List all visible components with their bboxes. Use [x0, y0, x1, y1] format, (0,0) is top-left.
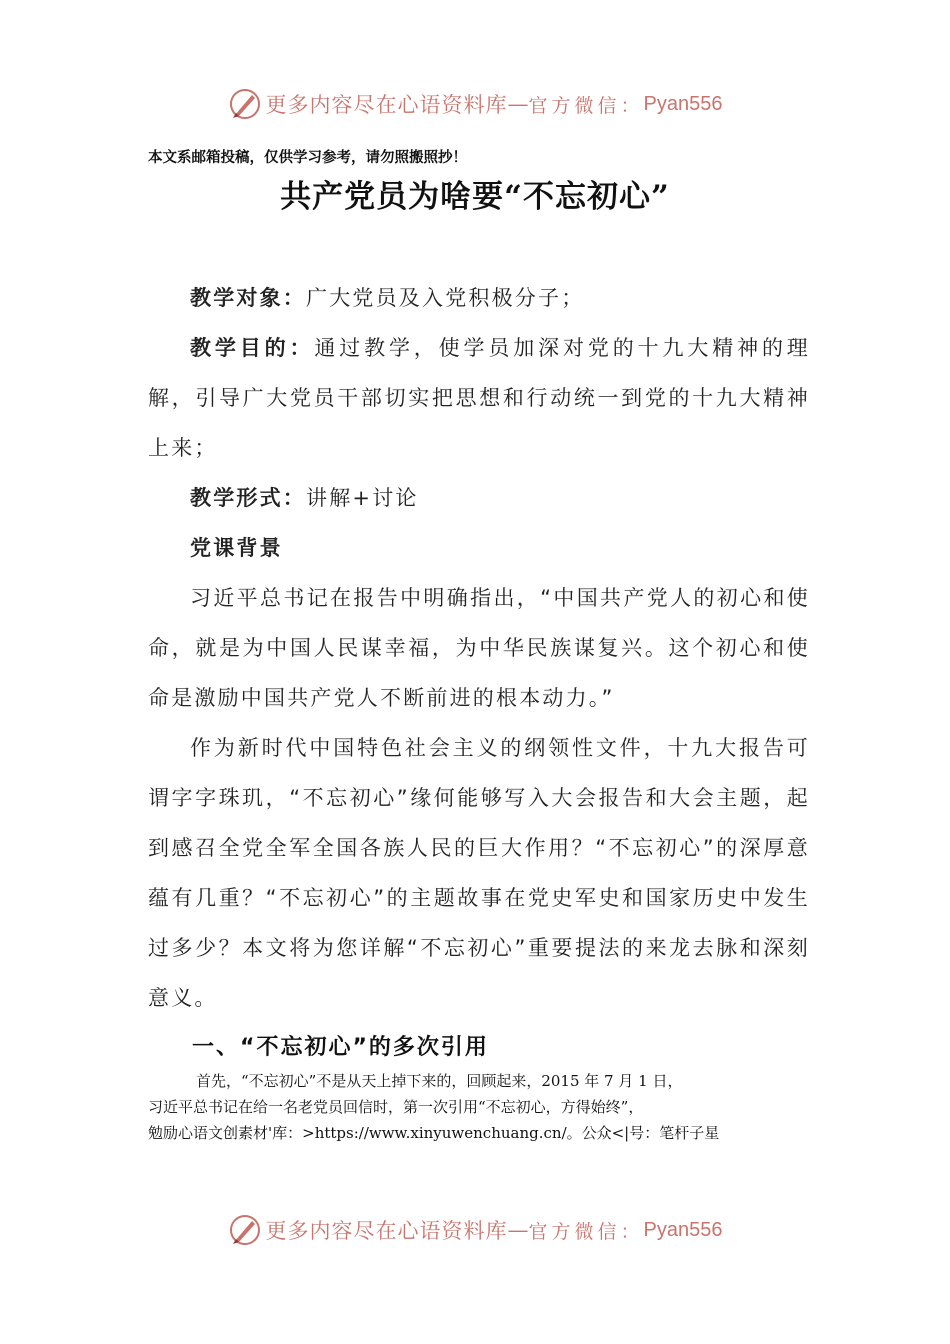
document-body [148, 273, 810, 1073]
document-title: 共产党员为啥要“不忘初心” [280, 179, 670, 215]
teaching-target-label: 教学对象： [190, 286, 306, 310]
teaching-target [148, 273, 810, 323]
footer-wechat-label: 官方微信： [528, 1220, 644, 1243]
teaching-format-text: 讲解+讨论 [306, 486, 419, 510]
small-paragraph [148, 1068, 810, 1146]
teaching-purpose-label: 教学目的： [190, 336, 315, 360]
small-paragraph-line-1: 首先，“不忘初心”不是从天上掉下来的，回顾起来，2015 年 7 月 1 日， [196, 1072, 683, 1090]
paragraph-2: 作为新时代中国特色社会主义的纲领性文件，十九大报告可谓字字珠玑，“不忘初心”缘何能够写入大会报告和大会主题，起到感召全党全军全国各族人民的巨大作用？“不忘初心”的深厚意蕴有几重？“不忘初心”的主题故事在党史军史和国家历史中发生过多少？本文将为您详解“不忘初心”重要提法的来龙去脉和深刻意义。 [148, 736, 810, 1010]
background-heading: 党课背景 [190, 536, 283, 560]
copyright-notice: 本文系邮箱投稿，仅供学习参考，请勿照搬照抄！ [148, 149, 467, 166]
small-paragraph-line-2: 习近平总书记在给一名老党员回信时，第一次引用“不忘初心，方得始终”， [148, 1098, 644, 1116]
teaching-purpose-text: 通过教学，使学员加深对党的十九大精神的理解，引导广大党员干部切实把思想和行动统一到党的十九大精神上来； [148, 336, 811, 460]
small-paragraph-line-3: 勉励心语文创素材'库：>https://www.xinyuwenchuang.cn/。公众<|号：笔杆子星 [148, 1124, 720, 1142]
footer-banner-text: 更多内容尽在心语资料库 [265, 1219, 508, 1243]
banner-separator: — [507, 92, 529, 116]
footer-wechat-id: Pyan556 [643, 1218, 723, 1241]
section-1-heading: 一、“不忘初心”的多次引用 [192, 1035, 489, 1060]
header-banner [0, 84, 950, 124]
teaching-format-label: 教学形式： [190, 486, 306, 510]
banner-wechat-id: Pyan556 [643, 92, 723, 115]
footer-banner-separator: — [507, 1218, 529, 1242]
footer-banner [0, 1210, 950, 1250]
pen-logo-icon [228, 1213, 262, 1247]
paragraph-1: 习近平总书记在报告中明确指出，“中国共产党人的初心和使命，就是为中国人民谋幸福，为中华民族谋复兴。这个初心和使命是激励中国共产党人不断前进的根本动力。” [148, 586, 810, 710]
teaching-target-text: 广大党员及入党积极分子； [306, 286, 585, 310]
banner-text: 更多内容尽在心语资料库 [265, 93, 508, 117]
banner-wechat-label: 官方微信： [528, 94, 644, 117]
teaching-purpose [148, 323, 810, 473]
pen-logo-icon [228, 87, 262, 121]
teaching-format [148, 473, 810, 523]
